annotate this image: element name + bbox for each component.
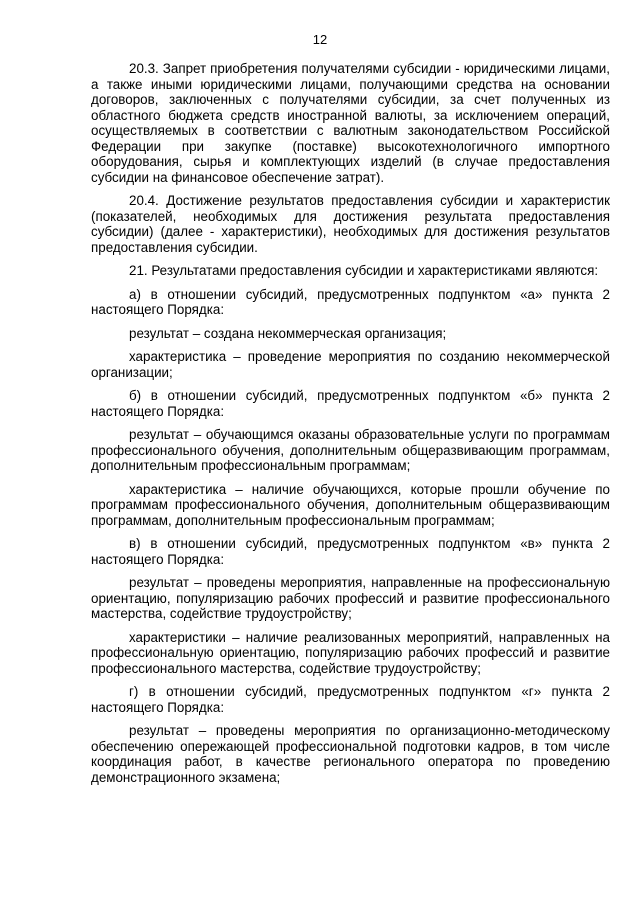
paragraph-21-g-result: результат – проведены мероприятия по организационно-методическому обеспечению опережающей профессиональной подготовки кадров, в том числе координация работ, в качестве регионального оператора по проведению демонстрационного экзамена; xyxy=(91,723,610,785)
document-body xyxy=(91,61,610,793)
paragraph-21-a-result: результат – создана некоммерческая организация; xyxy=(129,325,447,341)
paragraph-20-4: 20.4. Достижение результатов предоставления субсидии и характеристик (показателей, необходимых для достижения результата предоставления субсидии) (далее - характеристики), необходимых для достижения результатов предоставления субсидии. xyxy=(91,193,610,255)
paragraph-21-b-characteristic: характеристика – наличие обучающихся, которые прошли обучение по программам профессионального обучения, дополнительным общеразвивающим программам, дополнительным профессиональным программам; xyxy=(91,481,610,528)
paragraph-21-a-characteristic: характеристика – проведение мероприятия по созданию некоммерческой организации; xyxy=(91,349,610,380)
paragraph-21-a: а) в отношении субсидий, предусмотренных подпунктом «а» пункта 2 настоящего Порядка: xyxy=(91,286,610,317)
paragraph-21-v-result: результат – проведены мероприятия, направленные на профессиональную ориентацию, популяризацию рабочих профессий и развитие профессионального мастерства, содействие трудоустройству; xyxy=(91,575,610,621)
paragraph-21-v: в) в отношении субсидий, предусмотренных подпунктом «в» пункта 2 настоящего Порядка: xyxy=(91,536,610,567)
page-number: 12 xyxy=(312,32,328,47)
paragraph-21-b: б) в отношении субсидий, предусмотренных подпунктом «б» пункта 2 настоящего Порядка: xyxy=(91,388,610,419)
paragraph-21-v-characteristics: характеристики – наличие реализованных мероприятий, направленных на профессиональную ориентацию, популяризацию рабочих профессий и развитие профессионального мастерства, содействие трудоустройству; xyxy=(91,629,610,676)
paragraph-21: 21. Результатами предоставления субсидии и характеристиками являются: xyxy=(129,263,599,278)
paragraph-21-b-result: результат – обучающимся оказаны образовательные услуги по программам профессионального обучения, дополнительным общеразвивающим программам, дополнительным профессиональным программам; xyxy=(91,427,610,473)
paragraph-21-g: г) в отношении субсидий, предусмотренных подпунктом «г» пункта 2 настоящего Порядка: xyxy=(91,684,610,715)
paragraph-20-3: 20.3. Запрет приобретения получателями субсидии - юридическими лицами, а также иными юридическими лицами, получающими средства на основании договоров, заключенных с получателями субсидии, за счет полученных из областного бюджета средств иностранной валюты, за исключением операций, осуществляемых в соответствии с валютным законодательством Российской Федерации при закупке (поставке) высокотехнологичного импортного оборудования, сырья и комплектующих изделий (в случае предоставления субсидии на финансовое обеспечение затрат). xyxy=(91,61,610,185)
